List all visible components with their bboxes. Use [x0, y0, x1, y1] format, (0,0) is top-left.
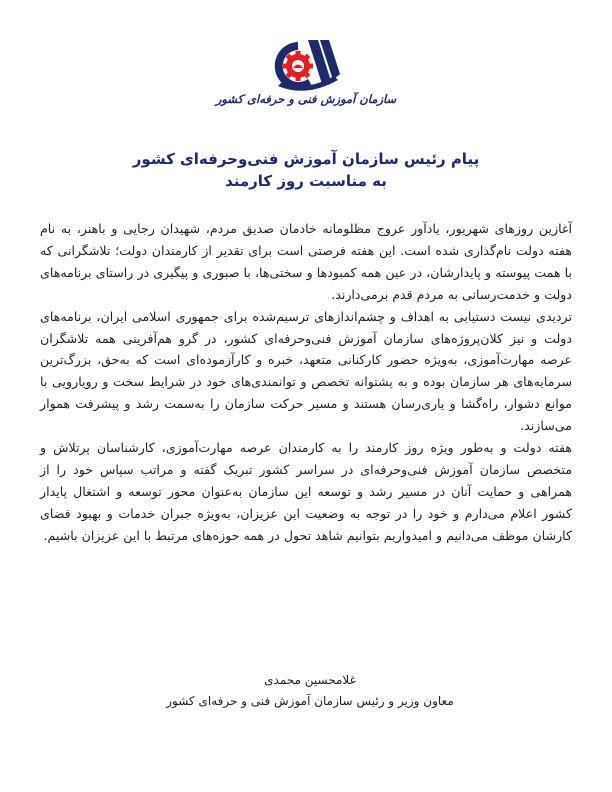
title-line-1: پیام رئیس سازمان آموزش فنی‌وحرفه‌ای کشور	[132, 150, 480, 168]
message-body	[40, 218, 572, 547]
tvto-logo-icon	[268, 36, 344, 96]
signature-name: غلامحسین محمدی	[264, 673, 356, 687]
organization-name: سازمان آموزش فنی و حرفه‌ای کشور	[215, 92, 397, 106]
title-line-2: به مناسبت روز کارمند	[225, 172, 387, 190]
signature-position: معاون وزیر و رئیس سازمان آموزش فنی و حرفه‌ای کشور	[166, 694, 454, 708]
signature	[150, 670, 470, 712]
page-title	[100, 148, 512, 192]
paragraph: آغازین روزهای شهریور، یادآور عروج مظلومانه خادمان صدیق مردم، شهیدان رجایی و باهنر، به نام هفته دولت نام‌گذاری شده است. این هفته فرصتی است برای تقدیر از کارمندان دولت؛ تلاشگرانی که با همت پیوسته و پایدارشان، در عین همه کمبودها و سختی‌ها، با صبوری و پیگیری در راستای برنامه‌های دولت و خدمت‌رسانی به مردم قدم برمی‌دارند.	[40, 221, 572, 302]
paragraph: تردیدی نیست دستیابی به اهداف و چشم‌اندازهای ترسیم‌شده برای جمهوری اسلامی ایران، برنامه‌های دولت و نیز کلان‌پروژه‌های سازمان آموزش فنی‌وحرفه‌ای کشور، در گرو هم‌آفرینی همه تلاشگران عرصه مهارت‌آموزی، به‌ویژه حضور کارکنانی متعهد، خبره و کارآزموده‌ای است که به‌حق، بزرگ‌ترین سرمایه‌های هر سازمان بوده و به پشتوانه تخصص و توانمندی‌های خود در شرایط سخت و رویارویی با موانع دشوار، راه‌گشا و یاری‌رسان هستند و مسیر حرکت سازمان را به‌سمت رشد و پیشرفت هموار می‌سازند.	[40, 308, 572, 434]
paragraph: هفته دولت و به‌طور ویژه روز کارمند را به کارمندان عرصه مهارت‌آموزی، کارشناسان پرتلاش و متخصص سازمان آموزش فنی‌وحرفه‌ای در سراسر کشور تبریک گفته و مراتب سپاس خود را از همراهی و حمایت آنان در مسیر رشد و توسعه این سازمان به‌عنوان محور توسعه و اشتغال پایدار کشور اعلام می‌دارم و خود را در توجه به وضعیت این عزیزان، به‌ویژه جبران خدمات و بهبود فضای کارشان موظف می‌دانیم و امیدواریم بتوانیم شاهد تحول در همه حوزه‌های مرتبط با این عزیزان باشیم.	[40, 440, 572, 543]
